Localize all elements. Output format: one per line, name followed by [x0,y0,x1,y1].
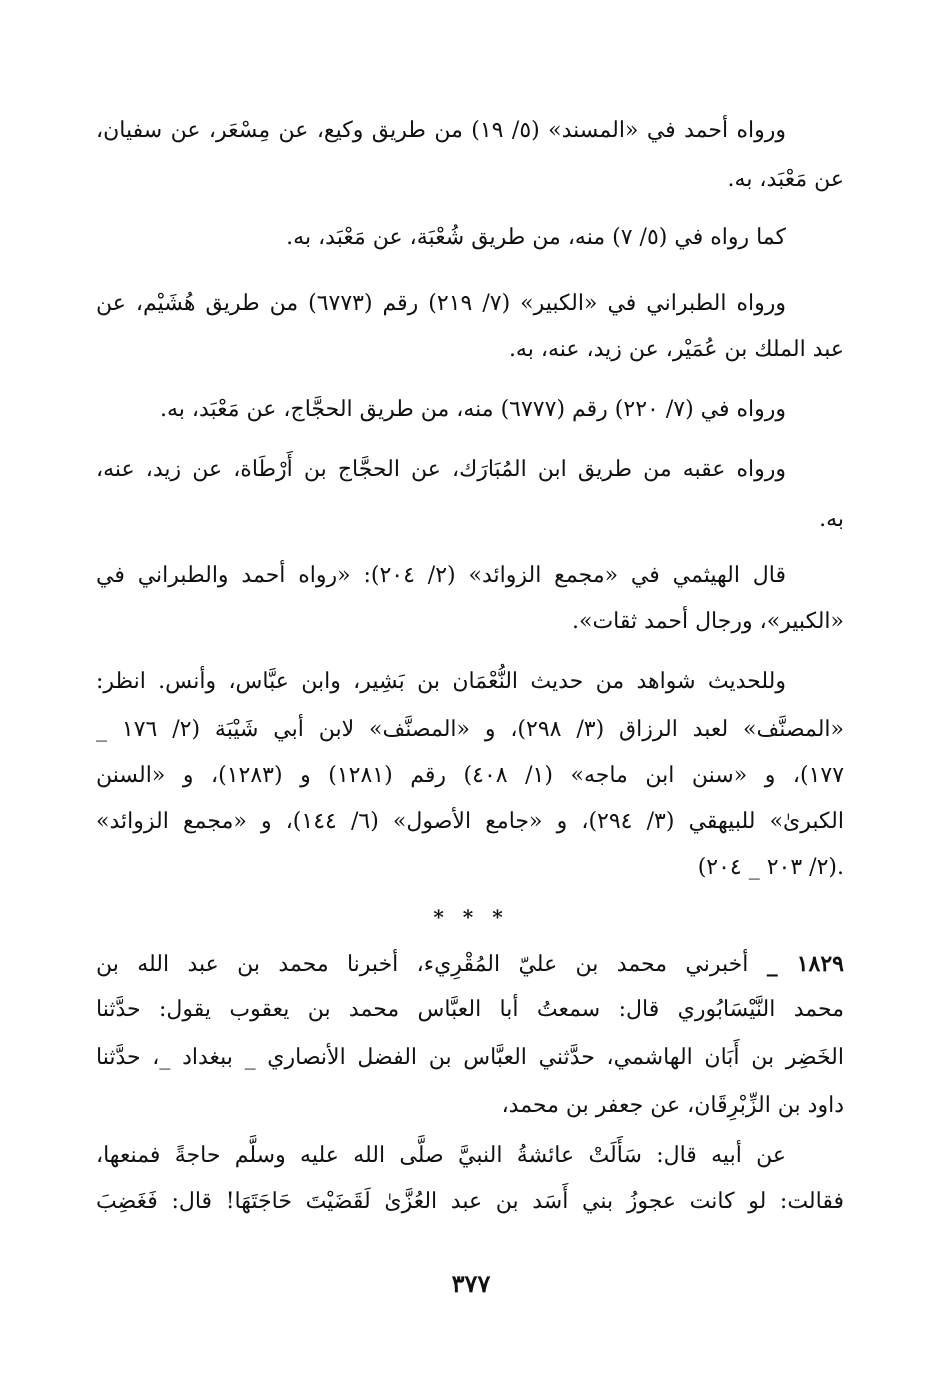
entry-line-5: عن أبيه قال: سَأَلَتْ عائشةُ النبيَّ صلَّى الله عليه وسلَّم حاجةً فمنعها، [96,1143,786,1168]
entry-line-4: داود بن الزِّبْرِقَان، عن جعفر بن محمد، [501,1093,844,1118]
paragraph-4-line-1: ورواه في (٧/ ٢٢٠) رقم (٦٧٧٧) منه، من طريق الحجَّاج، عن مَعْبَد، به. [159,397,786,422]
entry-number: ١٨٢٩ _ [766,951,844,977]
entry-line-3: الخَضِر بن أَبَان الهاشمي، حدَّثني العبَّاس بن الفضل الأنصاري _ ببغداد _، حدَّثنا [96,1045,844,1070]
paragraph-5-line-2: به. [819,507,844,532]
entry-line-6: فقالت: لو كانت عجوزُ بني أَسَد بن عبد العُزَّىٰ لَقَضَيْتَ حَاجَتَهَا! قال: فَغَضِبَ [96,1189,844,1214]
entry-line-1 [96,944,844,984]
paragraph-7-line-4: الكبرىٰ» للبيهقي (٣/ ٢٩٤)، و «جامع الأصول» (٦/ ١٤٤)، و «مجمع الزوائد» [96,809,844,834]
paragraph-1-line-2: عن مَعْبَد، به. [727,167,844,192]
paragraph-7-line-5: (٢/ ٢٠٣ _ ٢٠٤). [697,855,844,880]
paragraph-3-line-2: عبد الملك بن عُمَيْر، عن زيد، عنه، به. [508,337,844,362]
paragraph-5-line-1: ورواه عقبه من طريق ابن المُبَارَك، عن الحجَّاج بن أَرْطَاة، عن زيد، عنه، [96,457,786,482]
entry-line-1-text: أخبرني محمد بن عليّ المُقْرِيء، أخبرنا محمد بن عبد الله بن [96,952,749,977]
paragraph-7-line-2: «المصنَّف» لعبد الرزاق (٣/ ٢٩٨)، و «المصنَّف» لابن أبي شَيْبَة (٢/ ١٧٦ _ [96,717,844,742]
paragraph-6-line-2: «الكبير»، ورجال أحمد ثقات». [571,609,844,634]
paragraph-6-line-1: قال الهيثمي في «مجمع الزوائد» (٢/ ٢٠٤): «رواه أحمد والطبراني في [96,563,787,588]
paragraph-3-line-1: ورواه الطبراني في «الكبير» (٧/ ٢١٩) رقم (٦٧٧٣) من طريق هُشَيْم، عن [96,291,786,316]
paragraph-2-line-1: كما رواه في (٥/ ٧) منه، من طريق شُعْبَة، عن مَعْبَد، به. [286,225,786,250]
paragraph-7-line-1: وللحديث شواهد من حديث النُّعْمَان بن بَشِير، وابن عبَّاس، وأنس. انظر: [96,669,786,694]
paragraph-7-line-3: ١٧٧)، و «سنن ابن ماجه» (١/ ٤٠٨) رقم (١٢٨١) و (١٢٨٣)، و «السنن [96,763,845,788]
paragraph-1-line-1: ورواه أحمد في «المسند» (٥/ ١٩) من طريق وكيع، عن مِسْعَر، عن سفيان، [96,118,787,143]
entry-line-2: محمد النَّيْسَابُوري قال: سمعتُ أبا العبَّاس محمد بن يعقوب يقول: حدَّثنا [96,997,844,1022]
section-separator: * * * [433,905,509,929]
page-number: ٣٧٧ [451,1269,491,1298]
